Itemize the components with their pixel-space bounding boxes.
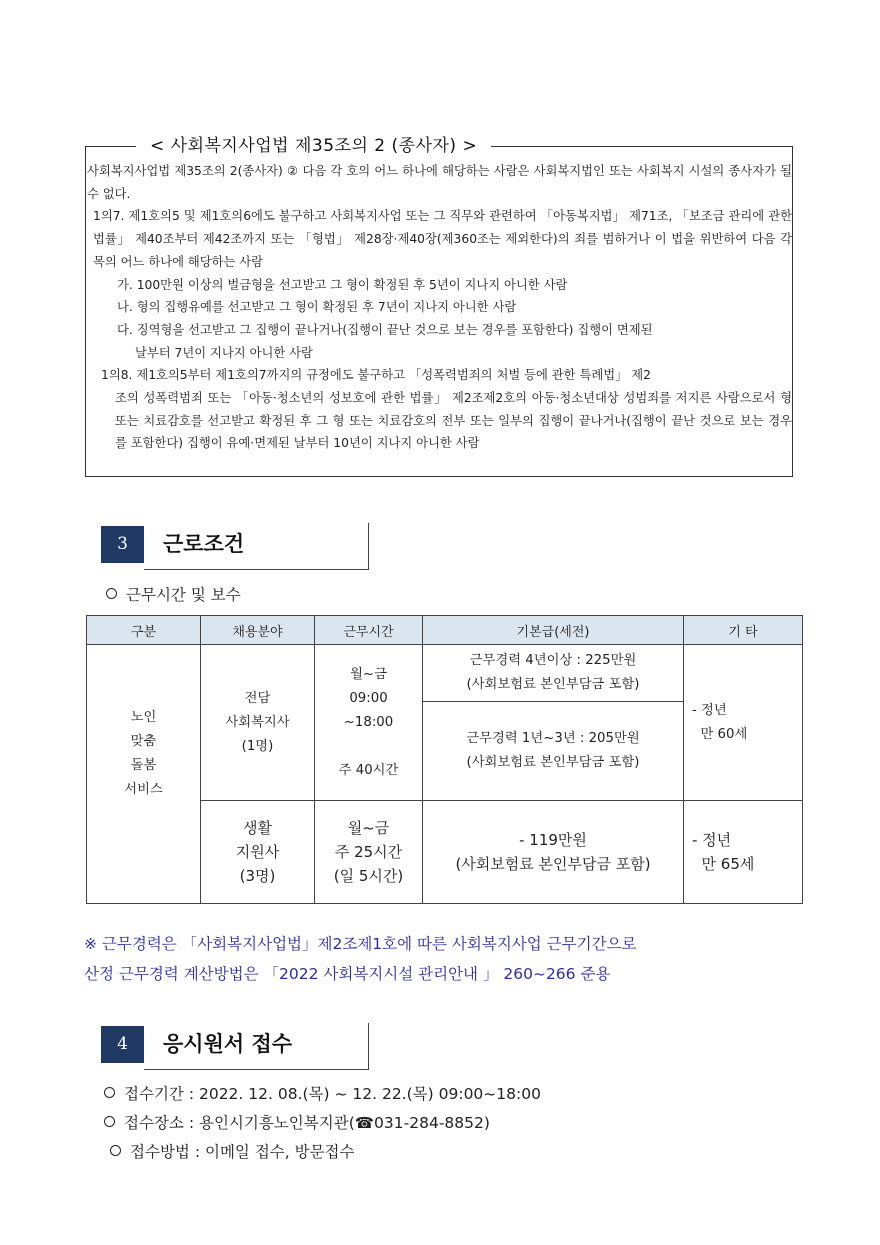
law-paragraph: 가. 100만원 이상의 벌금형을 선고받고 그 형이 확정된 후 5년이 지나지 아니한 사람 — [117, 277, 568, 292]
pay-cell: 근무경력 1년~3년 : 205만원 (사회보험료 본인부담금 포함) — [423, 702, 684, 801]
section-title: 응시원서 접수 — [163, 1032, 293, 1056]
note-line: 산정 근무경력 계산방법은 「2022 사회복지시설 관리안내 」 260~266 준용 — [84, 965, 611, 983]
divider — [144, 569, 369, 570]
field-cell: 생활 지원사 (3명) — [201, 801, 315, 904]
note-line: ※ 근무경력은 「사회복지사업법」제2조제1호에 따른 사회복지사업 근무기간으로 — [84, 935, 637, 953]
hours-cell: 월~금 09:00 ~18:00 주 40시간 — [315, 645, 423, 801]
law-paragraph: 사회복지사업법 제35조의 2(종사자) ② 다음 각 호의 어느 하나에 해당하는 사람은 사회복지법인 또는 사회복지 시설의 종사자가 될 수 없다. — [87, 164, 792, 201]
bullet-item — [106, 583, 241, 605]
section-number: 3 — [101, 526, 144, 563]
circle-bullet-icon — [110, 1145, 121, 1156]
bullet-text: 접수장소 : 용인시기흥노인복지관(☎031-284-8852) — [124, 1114, 490, 1132]
bullet-item — [110, 1140, 355, 1162]
circle-bullet-icon — [104, 1087, 115, 1098]
divider — [144, 1069, 369, 1070]
bullet-text: 근무시간 및 보수 — [126, 586, 241, 604]
field-cell: 전담 사회복지사 (1명) — [201, 645, 315, 801]
category-cell: 노인 맞춤 돌봄 서비스 — [87, 645, 201, 904]
table-header-row — [87, 616, 803, 645]
bullet-item — [104, 1082, 541, 1104]
law-paragraph: 나. 형의 집행유예를 선고받고 그 형이 확정된 후 7년이 지나지 아니한 사람 — [117, 300, 517, 315]
law-paragraph: 1의8. 제1호의5부터 제1호의7까지의 규정에도 불구하고 「성폭력범죄의 처벌 등에 관한 특례법」 제2 — [101, 368, 651, 383]
bullet-item — [104, 1111, 490, 1133]
law-title: < 사회복지사업법 제35조의 2 (종사자) > — [136, 131, 491, 156]
work-conditions-table — [86, 615, 803, 904]
divider — [368, 1023, 369, 1069]
circle-bullet-icon — [104, 1116, 115, 1127]
table-header: 채용분야 — [201, 616, 315, 645]
hours-cell: 월~금 주 25시간 (일 5시간) — [315, 801, 423, 904]
bullet-text: 접수방법 : 이메일 접수, 방문접수 — [130, 1143, 355, 1161]
table-header: 구분 — [87, 616, 201, 645]
etc-cell: - 정년 만 60세 — [684, 645, 803, 801]
etc-cell: - 정년 만 65세 — [684, 801, 803, 904]
table-header: 근무시간 — [315, 616, 423, 645]
table-row — [87, 645, 803, 702]
pay-cell: - 119만원 (사회보험료 본인부담금 포함) — [423, 801, 684, 904]
section-title: 근로조건 — [163, 532, 245, 556]
law-body — [87, 160, 792, 455]
table-header: 기 타 — [684, 616, 803, 645]
law-paragraph: 1의7. 제1호의5 및 제1호의6에도 불구하고 사회복지사업 또는 그 직무와 관련하여 「아동복지법」 제71조, 「보조금 관리에 관한 법률」 제40조부터 제42조까지 또는 「형법」 제28장·제40장(제360조는 제외한다)의 죄를 범하거나 이 법을 위반하여 다음 각 목의 어느 하나에 해당하는 사람 — [93, 209, 792, 269]
circle-bullet-icon — [106, 588, 117, 599]
pay-cell: 근무경력 4년이상 : 225만원 (사회보험료 본인부담금 포함) — [423, 645, 684, 702]
law-paragraph: 조의 성폭력범죄 또는 「아동·청소년의 성보호에 관한 법률」 제2조제2호의 아동·청소년대상 성범죄를 저지른 사람으로서 형 또는 치료감호를 선고받고 확정된 후 그 형 또는 치료감호의 전부 또는 일부의 집행이 끝나거나(집행이 끝난 것으로 보는 경우를 포함한다) 집행이 유예·면제된 날부터 10년이 지나지 아니한 사람 — [115, 391, 792, 451]
law-paragraph: 날부터 7년이 지나지 아니한 사람 — [135, 345, 313, 360]
divider — [368, 523, 369, 569]
section-number: 4 — [101, 1026, 144, 1063]
law-paragraph: 다. 징역형을 선고받고 그 집행이 끝나거나(집행이 끝난 것으로 보는 경우를 포함한다) 집행이 면제된 — [117, 322, 653, 337]
bullet-text: 접수기간 : 2022. 12. 08.(목) ~ 12. 22.(목) 09:00~18:00 — [124, 1085, 541, 1103]
table-header: 기본급(세전) — [423, 616, 684, 645]
